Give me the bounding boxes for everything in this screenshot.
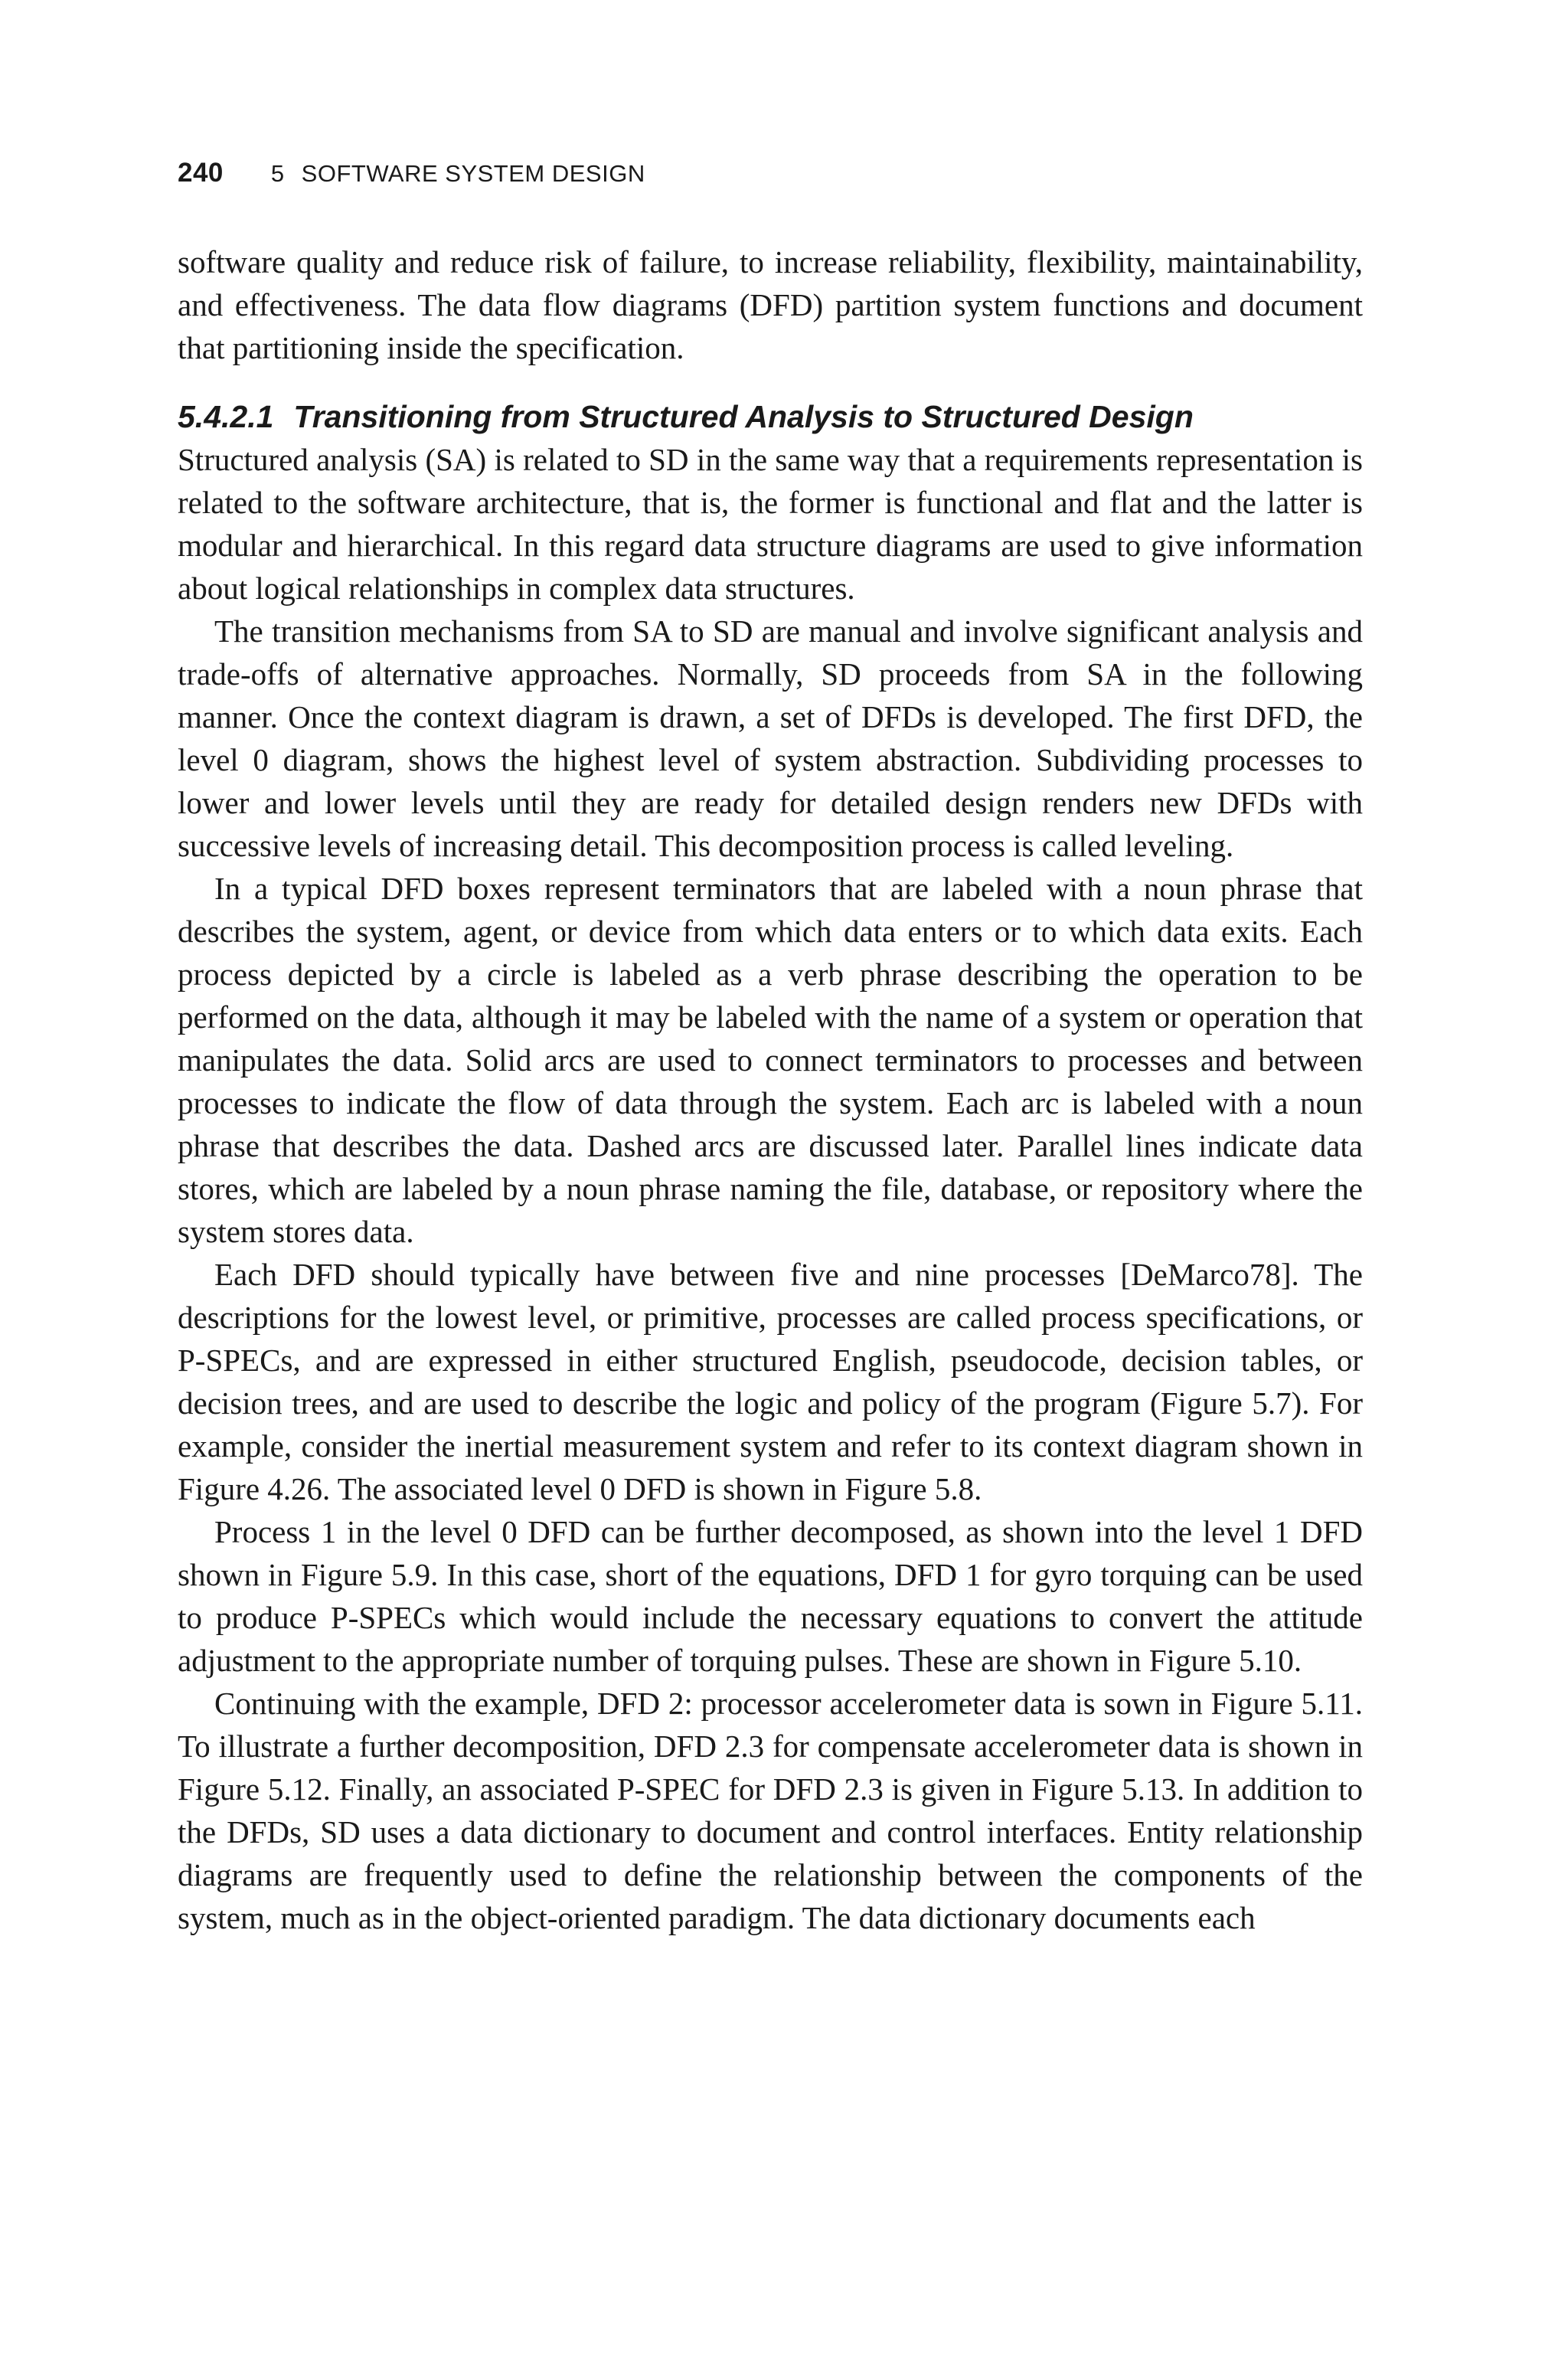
- running-head: [178, 158, 645, 188]
- chapter-title: SOFTWARE SYSTEM DESIGN: [301, 160, 645, 187]
- paragraph-continuing-example: Continuing with the example, DFD 2: processor accelerometer data is sown in Figure 5.11. To illustrate a further decomposition, DFD 2.3 for compensate accelerometer data is shown in Figure 5.12. Finally, an associated P-SPEC for DFD 2.3 is given in Figure 5.13. In addition to the DFDs, SD uses a data dictionary to document and control interfaces. Entity relationship diagrams are frequently used to define the relationship between the components of the system, much as in the object-oriented paradigm. The data dictionary documents each: [178, 1686, 1363, 1935]
- paragraph-structured-analysis: Structured analysis (SA) is related to SD in the same way that a requirements representation is related to the software architecture, that is, the former is functional and flat and the latter is modular and hierarchical. In this regard data structure diagrams are used to give information about logical relationships in complex data structures.: [178, 442, 1363, 606]
- paragraph-transition-mechanisms: The transition mechanisms from SA to SD are manual and involve significant analysis and trade-offs of alternative approaches. Normally, SD proceeds from SA in the following manner. Once the context diagram is drawn, a set of DFDs is developed. The first DFD, the level 0 diagram, shows the highest level of system abstraction. Subdividing processes to lower and lower levels until they are ready for detailed design renders new DFDs with successive levels of increasing detail. This decomposition process is called leveling.: [178, 613, 1363, 863]
- paragraph-process-1: Process 1 in the level 0 DFD can be further decomposed, as shown into the level 1 DFD shown in Figure 5.9. In this case, short of the equations, DFD 1 for gyro torquing can be used to produce P-SPECs which would include the necessary equations to convert the attitude adjustment to the appropriate number of torquing pulses. These are shown in Figure 5.10.: [178, 1514, 1363, 1678]
- paragraph-typical-dfd: In a typical DFD boxes represent terminators that are labeled with a noun phrase that describes the system, agent, or device from which data enters or to which data exits. Each process depicted by a circle is labeled as a verb phrase describing the operation to be performed on the data, although it may be labeled with the name of a system or operation that manipulates the data. Solid arcs are used to connect terminators to processes and between processes to indicate the flow of data through the system. Each arc is labeled with a noun phrase that describes the data. Dashed arcs are discussed later. Parallel lines indicate data stores, which are labeled by a noun phrase naming the file, database, or repository where the system stores data.: [178, 871, 1363, 1249]
- chapter-number: 5: [270, 160, 285, 187]
- section-heading: [178, 395, 1363, 438]
- page-number: 240: [178, 158, 224, 188]
- body-text: [178, 240, 1363, 1939]
- continuation-paragraph: software quality and reduce risk of failure, to increase reliability, flexibility, maintainability, and effectiveness. The data flow diagrams (DFD) partition system functions and document that partitioning inside the specification.: [178, 244, 1363, 365]
- paragraph-dfd-processes: Each DFD should typically have between five and nine processes [DeMarco78]. The descriptions for the lowest level, or primitive, processes are called process specifications, or P-SPECs, and are expressed in either structured English, pseudocode, decision tables, or decision trees, and are used to describe the logic and policy of the program (Figure 5.7). For example, consider the inertial measurement system and refer to its context diagram shown in Figure 4.26. The associated level 0 DFD is shown in Figure 5.8.: [178, 1257, 1363, 1506]
- section-title: Transitioning from Structured Analysis to Structured Design: [293, 399, 1194, 434]
- section-number: 5.4.2.1: [178, 399, 274, 434]
